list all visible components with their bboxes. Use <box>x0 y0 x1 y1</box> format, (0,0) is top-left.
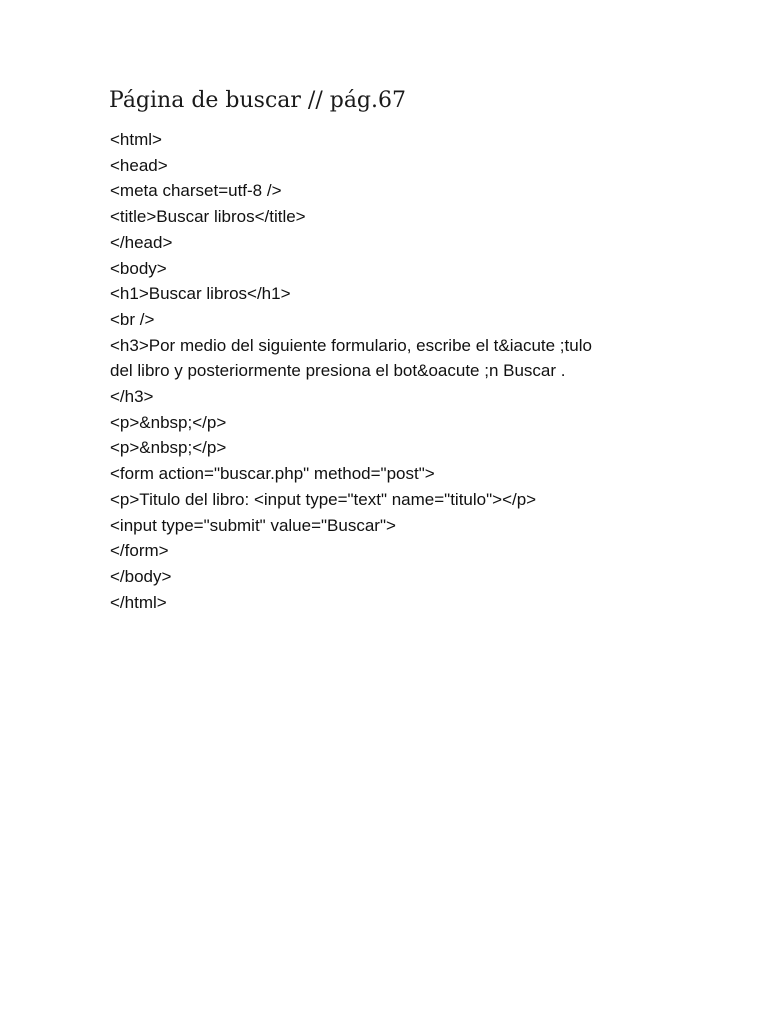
code-line: </head> <box>110 232 173 252</box>
code-line: <p>&nbsp;</p> <box>110 412 227 432</box>
code-line: del libro y posteriormente presiona el bot&oacute ;n Buscar . <box>110 361 566 381</box>
code-line: <input type="submit" value="Buscar"> <box>110 515 396 535</box>
code-line: <p>&nbsp;</p> <box>110 438 227 458</box>
code-line: </html> <box>110 592 167 612</box>
code-line: <meta charset=utf-8 /> <box>110 181 282 201</box>
page-title: Página de buscar // pág.67 <box>109 88 406 113</box>
code-line: <html> <box>110 130 162 149</box>
code-line: <head> <box>110 155 168 175</box>
code-line: <h3>Por medio del siguiente formulario, escribe el t&iacute ;tulo <box>110 335 592 355</box>
code-line: <form action="buscar.php" method="post"> <box>110 464 435 484</box>
code-line: <p>Titulo del libro: <input type="text" name="titulo"></p> <box>110 489 537 509</box>
code-line: </form> <box>110 541 169 561</box>
code-line: </h3> <box>110 387 154 407</box>
code-line: <title>Buscar libros</title> <box>110 207 306 227</box>
code-line: <body> <box>110 258 167 278</box>
code-line: <h1>Buscar libros</h1> <box>110 284 291 304</box>
code-line: </body> <box>110 566 172 586</box>
code-listing <box>110 127 670 615</box>
code-line: <br /> <box>110 309 155 329</box>
